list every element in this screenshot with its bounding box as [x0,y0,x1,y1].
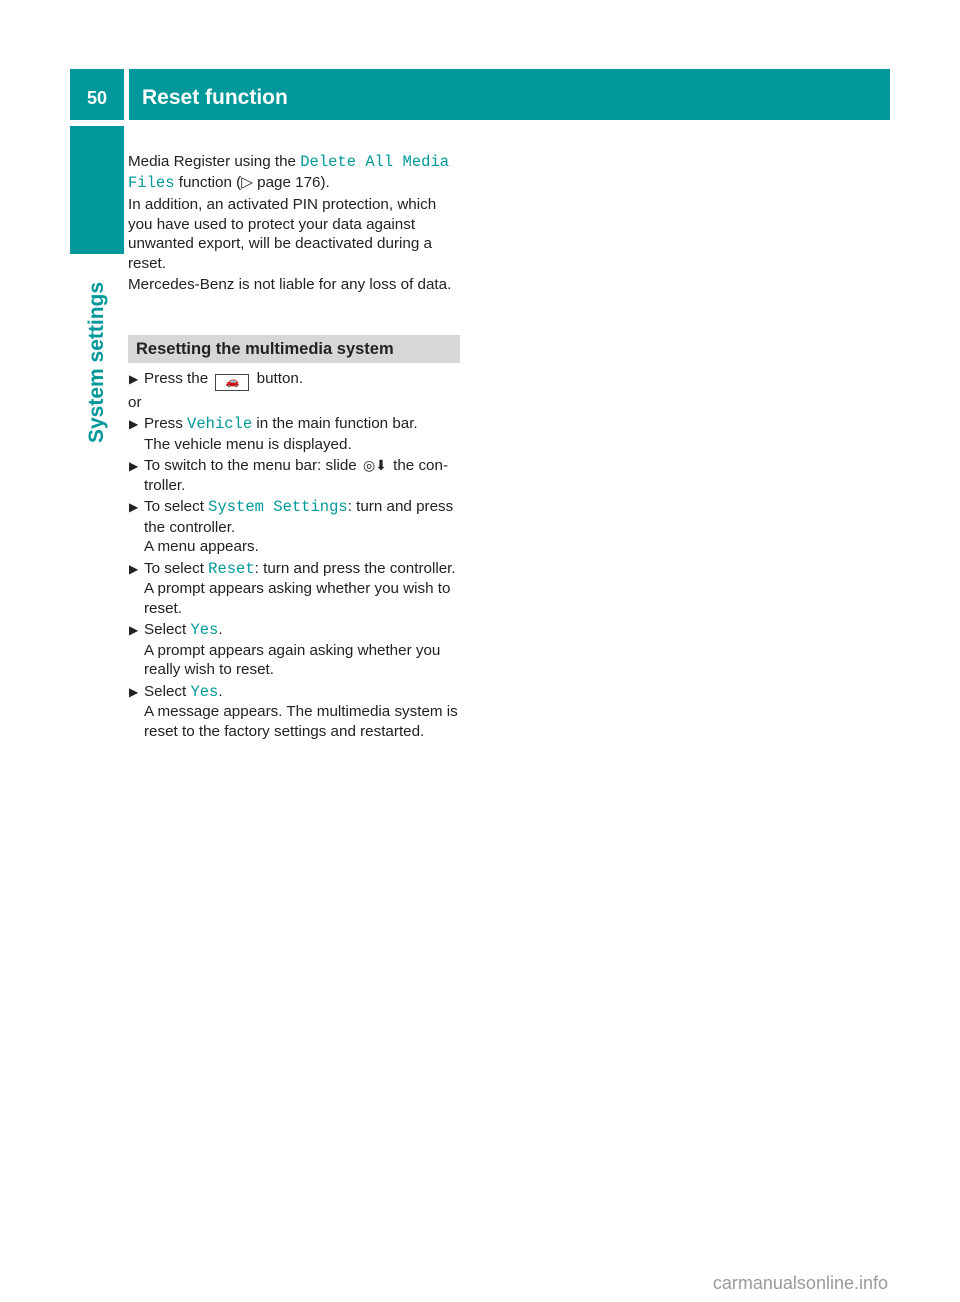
sidebar-block [70,126,124,254]
page-reference[interactable]: page 176). [252,173,330,191]
intro-paragraph: Media Register using the Delete All Media Files function (▷ page 176). [128,153,450,192]
menu-item-yes: Yes [190,682,219,701]
step-result: A prompt appears asking whether you wish to reset. [144,580,451,617]
step-arrow-icon: ▶ [129,371,139,386]
step-result: A prompt appears again asking whether you really wish to reset. [144,641,441,678]
main-content [128,152,460,743]
page-title: Reset function [142,86,288,109]
menu-item-yes: Yes [190,621,219,639]
step-2: ▶ Press Vehicle in the main function bar. The vehicle menu is displayed. [129,415,418,453]
liability-paragraph: Mercedes-Benz is not liable for any loss of data. [128,276,452,293]
menu-item-delete-all: Delete All Media Files [128,153,450,192]
section-heading: Resetting the multimedia system [128,335,460,363]
step-result: A message appears. The multimedia system is reset to the factory settings and restarted. [144,703,458,740]
step-7: ▶ Select Yes. A message appears. The multimedia system is reset to the factory settings and restarted. [129,682,458,740]
car-icon: 🚗 [215,374,249,391]
pin-paragraph: In addition, an activated PIN protection, which you have used to protect your data against unwanted export, will be deactivated during a reset. [128,196,437,272]
menu-item-vehicle: Vehicle [187,415,253,433]
step-arrow-icon: ▶ [129,684,139,699]
step-arrow-icon: ▶ [129,623,139,637]
or-text: or [128,393,142,411]
footer-watermark: carmanualsonline.info [712,1273,888,1293]
page-number-box [70,69,124,120]
step-result: A menu appears. [144,538,259,555]
step-arrow-icon: ▶ [129,500,139,514]
controller-slide-down-icon: ◎⬇ [362,457,387,473]
menu-item-reset: Reset [208,559,255,578]
sidebar-label: System settings [85,281,108,443]
page-number: 50 [86,88,108,108]
menu-item-system-settings: System Settings [208,498,348,516]
step-result: The vehicle menu is displayed. [144,435,352,453]
header-bar [129,69,890,120]
page-ref-arrow-icon: ▷ [241,173,253,191]
step-1: ▶ Press the 🚗 button. [128,369,460,391]
step-arrow-icon: ▶ [129,561,139,576]
step-6: ▶ Select Yes. A prompt appears again asking whether you really wish to reset. [129,621,441,678]
step-5: ▶ To select Reset: turn and press the controller. A prompt appears asking whether you wish to reset. [129,559,456,617]
step-4: ▶ To select System Settings: turn and press the controller. A menu appears. [129,498,454,555]
step-3: ▶ To switch to the menu bar: slide ◎⬇ the con-troller. [129,457,449,494]
step-arrow-icon: ▶ [129,459,139,473]
step-arrow-icon: ▶ [129,417,139,431]
